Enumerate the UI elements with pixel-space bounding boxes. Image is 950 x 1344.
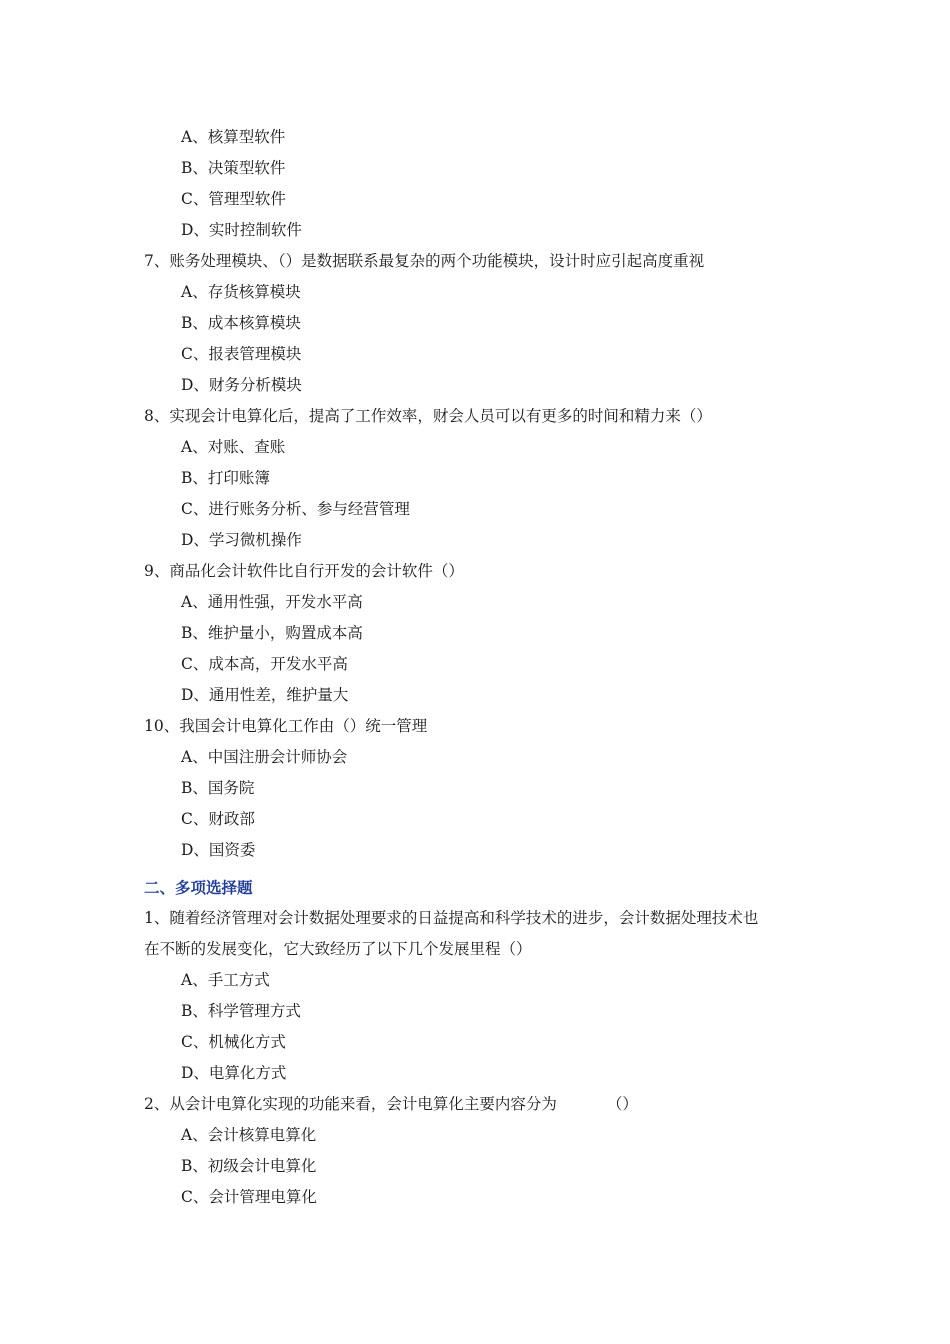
option-line: B、成本核算模块 — [181, 314, 301, 332]
option-line: D、实时控制软件 — [181, 221, 302, 239]
option-line: C、成本高，开发水平高 — [181, 655, 348, 673]
question-m1-line2: 在不断的发展变化，它大致经历了以下几个发展里程（） — [144, 940, 532, 958]
option-line: A、手工方式 — [181, 971, 270, 989]
question-8: 8、实现会计电算化后，提高了工作效率，财会人员可以有更多的时间和精力来（） — [144, 407, 712, 425]
option-line: C、管理型软件 — [181, 190, 286, 208]
option-line: A、通用性强，开发水平高 — [181, 593, 363, 611]
option-line: D、通用性差，维护量大 — [181, 686, 349, 704]
question-m2-paren: （） — [606, 1095, 638, 1113]
question-7: 7、账务处理模块、（）是数据联系最复杂的两个功能模块，设计时应引起高度重视 — [144, 252, 705, 270]
document-content — [144, 122, 814, 1213]
section-heading: 二、多项选择题 — [144, 878, 253, 897]
option-line: A、存货核算模块 — [181, 283, 301, 301]
question-m2 — [144, 1089, 814, 1120]
question-9: 9、商品化会计软件比自行开发的会计软件（） — [144, 562, 464, 580]
option-line: A、对账、查账 — [181, 438, 286, 456]
question-m1-line1: 1、随着经济管理对会计数据处理要求的日益提高和科学技术的进步，会计数据处理技术也 — [144, 909, 759, 927]
question-m2-text: 2、从会计电算化实现的功能来看，会计电算化主要内容分为 — [144, 1095, 557, 1113]
option-line: C、机械化方式 — [181, 1033, 286, 1051]
option-line: C、会计管理电算化 — [181, 1188, 317, 1206]
option-line: C、进行账务分析、参与经营管理 — [181, 500, 410, 518]
option-line: B、决策型软件 — [181, 159, 286, 177]
option-line: C、财政部 — [181, 810, 255, 828]
option-line: B、维护量小，购置成本高 — [181, 624, 363, 642]
option-line: B、打印账簿 — [181, 469, 270, 487]
option-line: B、初级会计电算化 — [181, 1157, 317, 1175]
option-line: A、核算型软件 — [181, 128, 286, 146]
option-line: D、财务分析模块 — [181, 376, 302, 394]
question-10: 10、我国会计电算化工作由（）统一管理 — [144, 717, 428, 735]
option-line: D、电算化方式 — [181, 1064, 287, 1082]
option-line: B、科学管理方式 — [181, 1002, 301, 1020]
option-line: B、国务院 — [181, 779, 255, 797]
option-line: A、中国注册会计师协会 — [181, 748, 348, 766]
option-line: A、会计核算电算化 — [181, 1126, 317, 1144]
option-line: D、国资委 — [181, 841, 256, 859]
option-line: C、报表管理模块 — [181, 345, 302, 363]
option-line: D、学习微机操作 — [181, 531, 302, 549]
